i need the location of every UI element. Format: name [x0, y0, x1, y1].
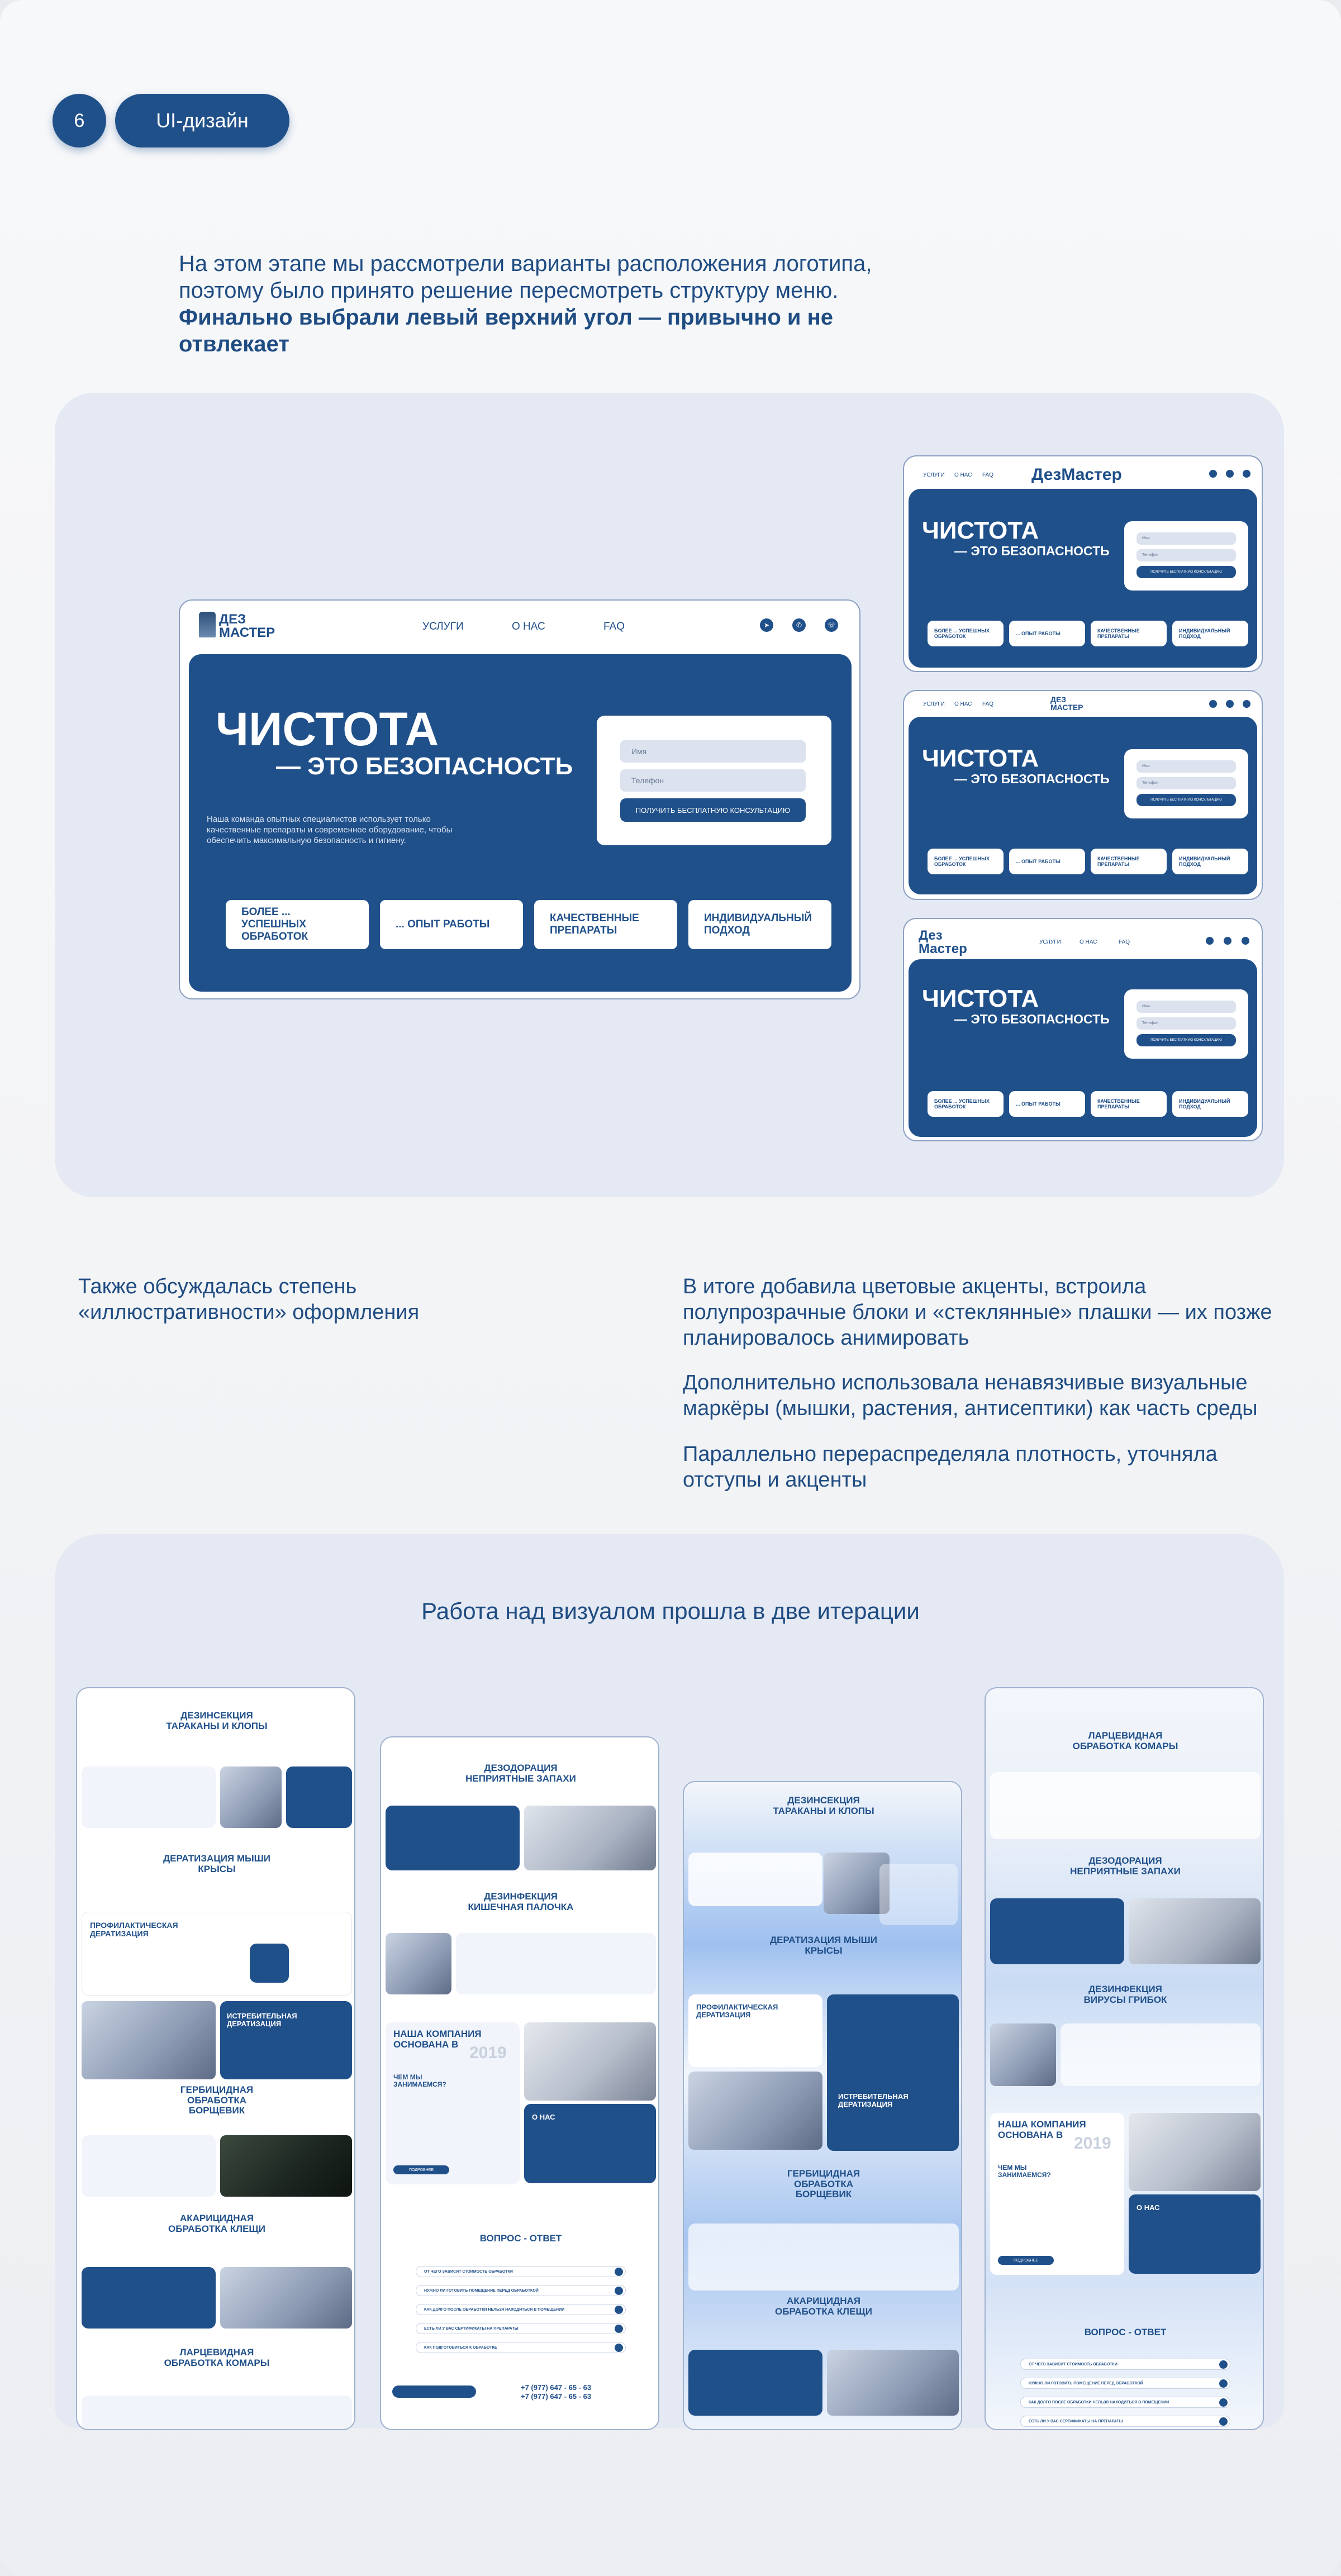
- feature-card-approach: ИНДИВИДУАЛЬНЫЙ ПОДХОД: [1172, 1091, 1248, 1117]
- feature-card-approach: ИНДИВИДУАЛЬНЫЙ ПОДХОД: [1172, 849, 1248, 874]
- footer-phones: +7 (977) 647 - 65 - 63 +7 (977) 647 - 65 - 63: [521, 2383, 592, 2401]
- section-disinf-virus-title: ДЕЗИНФЕКЦИЯ ВИРУСЫ ГРИБОК: [1083, 1984, 1167, 2005]
- exterm-deratization-title: ИСТРЕБИТЕЛЬНАЯ ДЕРАТИЗАЦИЯ: [227, 2012, 297, 2029]
- section-deratization-title: ДЕРАТИЗАЦИЯ МЫШИ КРЫСЫ: [163, 1853, 270, 1874]
- phone-input[interactable]: Телефон: [1136, 1017, 1236, 1030]
- section-larvicide-title: ЛАРЦЕВИДНАЯ ОБРАБОТКА КОМАРЫ: [164, 2347, 270, 2368]
- exterminator-logo-icon: [199, 612, 216, 637]
- desktop-mock-logo-left: [903, 918, 1263, 1141]
- faq-item[interactable]: ОТ ЧЕГО ЗАВИСИТ СТОИМОСТЬ ОБРАБОТКИ: [416, 2266, 626, 2277]
- accents-paragraph: В итоге добавила цветовые акценты, встроила полупрозрачные блоки и «стеклянные» плашки — их позже планировалось анимировать: [683, 1275, 1272, 1350]
- about-card: [524, 2104, 656, 2183]
- disinsection-card: [688, 1853, 822, 1906]
- site-logo[interactable]: Дез Мастер: [919, 928, 967, 956]
- telegram-icon[interactable]: [1209, 470, 1217, 478]
- intro-bold-text: Финально выбрали левый верхний угол — привычно и не отвлекает: [179, 305, 834, 356]
- nav-faq[interactable]: FAQ: [982, 701, 994, 707]
- company-title: НАША КОМПАНИЯ ОСНОВАНА В: [393, 2029, 482, 2050]
- phone-input[interactable]: Телефон: [1136, 549, 1236, 561]
- telegram-icon[interactable]: ➤: [760, 618, 773, 632]
- hero-title: ЧИСТОТА: [216, 703, 439, 755]
- faq-item[interactable]: КАК ДОЛГО ПОСЛЕ ОБРАБОТКИ НЕЛЬЗЯ НАХОДИТЬСЯ В ПОМЕЩЕНИИ: [416, 2304, 626, 2315]
- feature-card-products: КАЧЕСТВЕННЫЕ ПРЕПАРАТЫ: [1091, 621, 1167, 646]
- consultation-button[interactable]: ПОЛУЧИТЬ БЕСПЛАТНУЮ КОНСУЛЬТАЦИЮ: [620, 798, 806, 822]
- site-logo[interactable]: ДезМастер: [1031, 465, 1122, 484]
- section-deodor-title: ДЕЗОДОРАЦИЯ НЕПРИЯТНЫЕ ЗАПАХИ: [465, 1763, 576, 1784]
- exterm-photo: [82, 2001, 216, 2079]
- company-photo: [1129, 2113, 1261, 2191]
- consultation-form: [1124, 749, 1248, 818]
- consultation-form: [597, 716, 831, 845]
- nav-faq[interactable]: FAQ: [982, 472, 994, 478]
- nav-services[interactable]: УСЛУГИ: [923, 701, 945, 707]
- faq-item[interactable]: ЕСТЬ ЛИ У ВАС СЕРТИФИКАТЫ НА ПРЕПАРАТЫ: [416, 2323, 626, 2334]
- iteration-1-page-b: [380, 1736, 659, 2430]
- iteration-2-page-b: [985, 1687, 1264, 2430]
- feature-card-experience: ... ОПЫТ РАБОТЫ: [1009, 621, 1085, 646]
- disinsection-card: [82, 1766, 216, 1828]
- feature-card-treatments: БОЛЕЕ ... УСПЕШНЫХ ОБРАБОТОК: [928, 621, 1004, 646]
- hero-section: [909, 717, 1257, 894]
- telegram-icon[interactable]: [1206, 937, 1214, 945]
- exterm-deratization-card: [827, 1994, 959, 2151]
- faq-title: ВОПРОС - ОТВЕТ: [479, 2233, 562, 2244]
- disinf-photo: [386, 1933, 451, 1994]
- bug-glass-card: [879, 1864, 958, 1925]
- feature-card-experience: ... ОПЫТ РАБОТЫ: [1009, 1091, 1085, 1117]
- section-disinsection-title: ДЕЗИНСЕКЦИЯ ТАРАКАНЫ И КЛОПЫ: [773, 1795, 874, 1816]
- desktop-mock-logo-center-small: [903, 690, 1263, 900]
- phone-icon[interactable]: [1243, 700, 1250, 708]
- site-header: [192, 608, 849, 643]
- faq-item[interactable]: ОТ ЧЕГО ЗАВИСИТ СТОИМОСТЬ ОБРАБОТКИ: [1020, 2359, 1230, 2370]
- faq-item[interactable]: КАК ДОЛГО ПОСЛЕ ОБРАБОТКИ НЕЛЬЗЯ НАХОДИТЬСЯ В ПОМЕЩЕНИИ: [1020, 2397, 1230, 2408]
- phone-icon[interactable]: [1243, 470, 1250, 478]
- section-herbicide-title: ГЕРБИЦИДНАЯ ОБРАБОТКА БОРЩЕВИК: [180, 2084, 254, 2116]
- intro-text: На этом этапе мы рассмотрели варианты расположения логотипа, поэтому было принято решение пересмотреть структуру меню.: [179, 251, 872, 303]
- hero-subtitle: — ЭТО БЕЗОПАСНОСТЬ: [954, 1012, 1110, 1026]
- name-input[interactable]: Имя: [620, 740, 806, 763]
- disinf-card: [1061, 2023, 1261, 2086]
- deodor-card: [990, 1898, 1124, 1964]
- phone-icon[interactable]: [1242, 937, 1249, 945]
- step-number-badge: 6: [53, 94, 106, 147]
- herbicide-photo: [220, 2135, 352, 2197]
- hero-subtitle: — ЭТО БЕЗОПАСНОСТЬ: [954, 544, 1110, 558]
- section-disinf-bact-title: ДЕЗИНФЕКЦИЯ КИШЕЧНАЯ ПАЛОЧКА: [468, 1891, 574, 1912]
- feature-card-treatments: БОЛЕЕ ... УСПЕШНЫХ ОБРАБОТОК: [928, 849, 1004, 874]
- hero-title: ЧИСТОТА: [922, 985, 1039, 1012]
- nav-faq[interactable]: FAQ: [1119, 939, 1130, 945]
- whatsapp-icon[interactable]: [1226, 700, 1234, 708]
- density-paragraph: Параллельно перераспределяла плотность, уточняла отступы и акценты: [683, 1442, 1218, 1492]
- hero-title: ЧИСТОТА: [922, 745, 1039, 772]
- consultation-form: [1124, 521, 1248, 591]
- site-logo[interactable]: ДЕЗ МАСТЕР: [219, 612, 275, 640]
- company-title: НАША КОМПАНИЯ ОСНОВАНА В: [998, 2119, 1086, 2140]
- mouse-icon-card: [250, 1944, 289, 1983]
- nav-about[interactable]: О НАС: [954, 701, 972, 707]
- faq-item[interactable]: НУЖНО ЛИ ГОТОВИТЬ ПОМЕЩЕНИЕ ПЕРЕД ОБРАБОТКОЙ: [416, 2285, 626, 2296]
- markers-paragraph: Дополнительно использовала ненавязчивые визуальные маркёры (мышки, растения, антисептики) как часть среды: [683, 1371, 1258, 1420]
- feature-card-treatments: БОЛЕЕ ... УСПЕШНЫХ ОБРАБОТОК: [928, 1091, 1004, 1117]
- about-card: [1129, 2194, 1261, 2274]
- about-title: О НАС: [1136, 2203, 1160, 2212]
- prof-deratization-title: ПРОФИЛАКТИЧЕСКАЯ ДЕРАТИЗАЦИЯ: [90, 1921, 178, 1939]
- faq-title: ВОПРОС - ОТВЕТ: [1084, 2327, 1167, 2337]
- phone-input[interactable]: Телефон: [620, 769, 806, 792]
- feature-card-products: КАЧЕСТВЕННЫЕ ПРЕПАРАТЫ: [1091, 1091, 1167, 1117]
- consultation-button[interactable]: ПОЛУЧИТЬ БЕСПЛАТНУЮ КОНСУЛЬТАЦИЮ: [1136, 566, 1236, 578]
- feature-card-approach: ИНДИВИДУАЛЬНЫЙ ПОДХОД: [688, 900, 831, 949]
- illustration-discussion-text: Также обсуждалась степень «иллюстративности» оформления: [78, 1275, 420, 1324]
- name-input[interactable]: Имя: [1136, 1001, 1236, 1013]
- nav-about[interactable]: О НАС: [512, 621, 545, 632]
- about-title: О НАС: [532, 2113, 555, 2121]
- section-acaricide-title: АКАРИЦИДНАЯ ОБРАБОТКА КЛЕЩИ: [775, 2296, 872, 2317]
- faq-item[interactable]: НУЖНО ЛИ ГОТОВИТЬ ПОМЕЩЕНИЕ ПЕРЕД ОБРАБОТКОЙ: [1020, 2378, 1230, 2389]
- deodor-photo: [524, 1806, 656, 1870]
- acaricide-photo: [827, 2350, 959, 2416]
- insect-illustration-card: [286, 1766, 352, 1828]
- what-we-do-title: ЧЕМ МЫ ЗАНИМАЕМСЯ?: [393, 2073, 446, 2089]
- nav-services[interactable]: УСЛУГИ: [923, 472, 945, 478]
- phone-icon[interactable]: ☏: [825, 618, 838, 632]
- prof-deratization-title: ПРОФИЛАКТИЧЕСКАЯ ДЕРАТИЗАЦИЯ: [696, 2003, 778, 2020]
- consultation-form: [1124, 989, 1248, 1059]
- phone-input[interactable]: Телефон: [1136, 777, 1236, 789]
- section-herbicide-title: ГЕРБИЦИДНАЯ ОБРАБОТКА БОРЩЕВИК: [787, 2168, 860, 2200]
- what-we-do-title: ЧЕМ МЫ ЗАНИМАЕМСЯ?: [998, 2164, 1051, 2179]
- telegram-icon[interactable]: [1209, 700, 1217, 708]
- hero-section: [909, 489, 1257, 668]
- hero-subtitle: — ЭТО БЕЗОПАСНОСТЬ: [954, 772, 1110, 786]
- deodor-photo: [1129, 1898, 1261, 1964]
- hero-description: Наша команда опытных специалистов использует только качественные препараты и современное оборудование, чтобы обеспечить максимальную безопасность и гигиену.: [207, 815, 453, 845]
- hero-title: ЧИСТОТА: [922, 517, 1039, 544]
- name-input[interactable]: Имя: [1136, 532, 1236, 545]
- hero-section: [189, 654, 852, 992]
- hero-section: [909, 959, 1257, 1137]
- whatsapp-icon[interactable]: ✆: [792, 618, 806, 632]
- section-larvicide-title: ЛАРЦЕВИДНАЯ ОБРАБОТКА КОМАРЫ: [1072, 1730, 1178, 1751]
- hero-subtitle: — ЭТО БЕЗОПАСНОСТЬ: [276, 753, 573, 780]
- feature-card-products: КАЧЕСТВЕННЫЕ ПРЕПАРАТЫ: [1091, 849, 1167, 874]
- section-disinsection-title: ДЕЗИНСЕКЦИЯ ТАРАКАНЫ И КЛОПЫ: [166, 1710, 268, 1731]
- company-card: [990, 2113, 1124, 2275]
- company-year: 2019: [1074, 2134, 1111, 2153]
- deodor-card: [386, 1806, 520, 1870]
- iteration-2-page-a: [683, 1781, 962, 2430]
- whatsapp-icon[interactable]: [1226, 470, 1234, 478]
- feature-card-treatments: БОЛЕЕ ... УСПЕШНЫХ ОБРАБОТОК: [226, 900, 369, 949]
- iterations-title: Работа над визуалом прошла в две итерации: [421, 1598, 920, 1624]
- larvicide-card: [82, 2396, 352, 2430]
- desktop-mock-large: [179, 599, 860, 999]
- nav-services[interactable]: УСЛУГИ: [422, 621, 464, 632]
- faq-item[interactable]: КАК ПОДГОТОВИТЬСЯ К ОБРАБОТКЕ: [416, 2342, 626, 2353]
- feature-card-approach: ИНДИВИДУАЛЬНЫЙ ПОДХОД: [1172, 621, 1248, 646]
- faq-item[interactable]: ЕСТЬ ЛИ У ВАС СЕРТИФИКАТЫ НА ПРЕПАРАТЫ: [1020, 2416, 1230, 2427]
- prof-deratization-card: [688, 1994, 822, 2067]
- prof-deratization-card: [82, 1912, 352, 1996]
- section-acaricide-title: АКАРИЦИДНАЯ ОБРАБОТКА КЛЕЩИ: [168, 2213, 265, 2234]
- acaricide-card: [82, 2267, 216, 2329]
- disinf-card: [456, 1933, 656, 1994]
- name-input[interactable]: Имя: [1136, 760, 1236, 773]
- exterm-photo: [688, 2072, 822, 2150]
- company-card: [386, 2022, 520, 2184]
- section-deratization-title: ДЕРАТИЗАЦИЯ МЫШИ КРЫСЫ: [770, 1935, 877, 1956]
- larvicide-card: [990, 1772, 1261, 1839]
- consultation-button[interactable]: ПОЛУЧИТЬ БЕСПЛАТНУЮ КОНСУЛЬТАЦИЮ: [1136, 1034, 1236, 1046]
- nav-about[interactable]: О НАС: [954, 472, 972, 478]
- disinsection-photo: [220, 1766, 282, 1828]
- iteration-1-page-a: [76, 1687, 355, 2430]
- desktop-mock-logo-center: [903, 455, 1263, 672]
- nav-about[interactable]: О НАС: [1080, 939, 1097, 945]
- acaricide-photo: [220, 2267, 352, 2329]
- exterm-deratization-card: [220, 2001, 352, 2079]
- feature-card-products: КАЧЕСТВЕННЫЕ ПРЕПАРАТЫ: [534, 900, 677, 949]
- exterm-deratization-title: ИСТРЕБИТЕЛЬНАЯ ДЕРАТИЗАЦИЯ: [838, 2092, 909, 2109]
- feature-card-experience: ... ОПЫТ РАБОТЫ: [1009, 849, 1085, 874]
- feature-card-experience: ... ОПЫТ РАБОТЫ: [380, 900, 523, 949]
- herbicide-card: [82, 2135, 216, 2197]
- section-deodor-title: ДЕЗОДОРАЦИЯ НЕПРИЯТНЫЕ ЗАПАХИ: [1070, 1855, 1181, 1877]
- nav-services[interactable]: УСЛУГИ: [1039, 939, 1061, 945]
- acaricide-card: [688, 2350, 822, 2416]
- consultation-button[interactable]: ПОЛУЧИТЬ БЕСПЛАТНУЮ КОНСУЛЬТАЦИЮ: [1136, 794, 1236, 806]
- nav-faq[interactable]: FAQ: [603, 621, 625, 632]
- company-photo: [524, 2022, 656, 2101]
- intro-paragraph: [179, 250, 905, 358]
- more-button[interactable]: ПОДРОБНЕЕ: [998, 2256, 1054, 2265]
- disinf-photo: [990, 2023, 1056, 2086]
- whatsapp-icon[interactable]: [1224, 937, 1231, 945]
- company-year: 2019: [469, 2044, 507, 2062]
- step-label-badge: UI-дизайн: [115, 94, 289, 147]
- footer-cta-button[interactable]: [392, 2385, 476, 2398]
- herbicide-card: [688, 2223, 959, 2291]
- site-logo[interactable]: ДЕЗ МАСТЕР: [1050, 695, 1083, 712]
- more-button[interactable]: ПОДРОБНЕЕ: [393, 2165, 449, 2174]
